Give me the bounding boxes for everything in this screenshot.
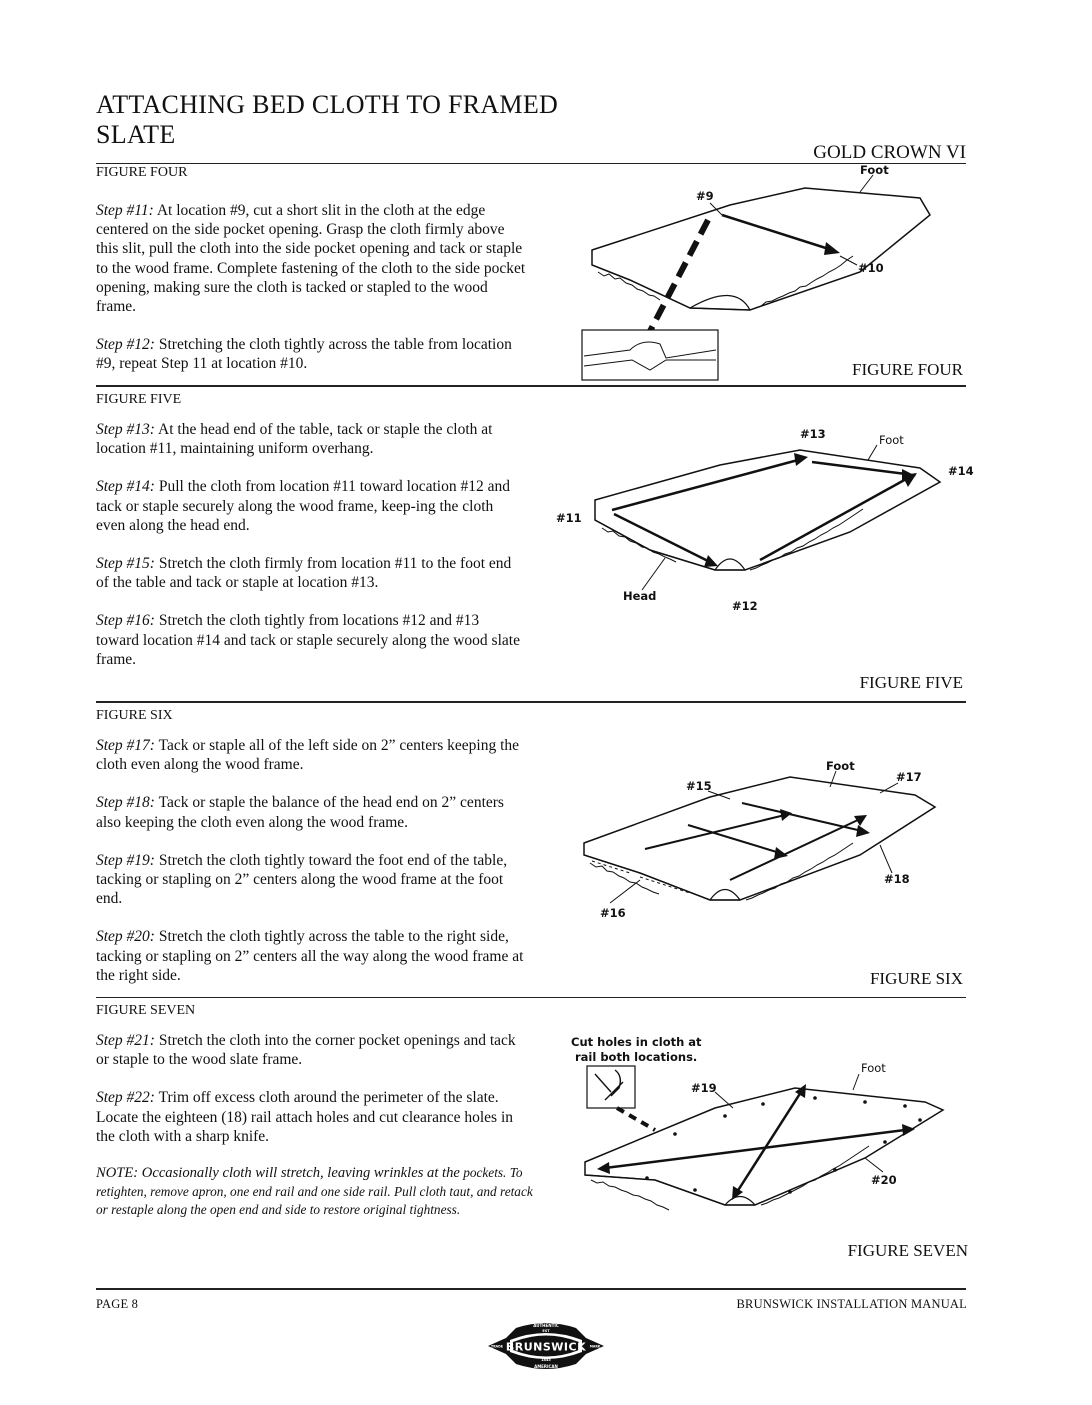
detail-inset (582, 330, 718, 380)
slate-jagged-edge (590, 843, 853, 900)
callout-loc-12: #12 (732, 599, 758, 613)
product-subtitle: GOLD CROWN VI (813, 142, 966, 163)
step-text: Pull the cloth from location #11 toward location #12 and tack or staple securely along the wood frame, keep-ing the cloth even along the head end. (96, 478, 510, 534)
callout-head: Head (623, 589, 657, 603)
callout-loc-9: #9 (696, 189, 714, 203)
step-number: Step #16: (96, 612, 155, 630)
step-number: Step #19: (96, 851, 155, 869)
foot-leader (830, 771, 836, 787)
arrow-12-to-14 (760, 478, 908, 560)
figure-caption-seven: FIGURE SEVEN (847, 1241, 968, 1260)
callout-foot: Foot (826, 759, 855, 773)
head-leader (642, 558, 665, 590)
arrow-11-to-13 (612, 460, 798, 510)
section-seven-text (96, 1031, 526, 1165)
left-side-staples (592, 861, 690, 893)
callout-loc-17: #17 (896, 770, 922, 784)
section-label-seven: FIGURE SEVEN (96, 1003, 196, 1018)
figure-caption-six: FIGURE SIX (869, 969, 963, 988)
title-line-1: ATTACHING BED CLOTH TO FRAMED (96, 90, 559, 119)
section-divider (96, 701, 966, 703)
step-number: Step #22: (96, 1089, 155, 1107)
footer-divider (96, 1288, 966, 1290)
step-paragraph (96, 793, 526, 831)
callout-loc-13: #13 (800, 427, 826, 441)
section-six-text (96, 736, 526, 1004)
step-text: Stretch the cloth tightly toward the foot end of the table, tacking or stapling on 2” centers along the wood frame at the foot end. (96, 851, 508, 908)
dashed-leader (648, 220, 708, 335)
arrow-head (704, 555, 718, 567)
callout-foot: Foot (879, 433, 904, 447)
step-text: Stretch the cloth firmly from location #11 to the foot end of the table and tack or staple at location #13. (96, 555, 512, 592)
step-paragraph (96, 201, 526, 316)
stretch-arrow (645, 815, 785, 849)
arrow-head (795, 1084, 806, 1098)
callout-loc-14: #14 (948, 464, 974, 478)
section-four-text (96, 201, 526, 393)
loc-18-leader (880, 845, 892, 873)
step-paragraph (96, 554, 526, 592)
loc-a-leader (710, 203, 722, 215)
step-number: Step #11: (96, 202, 154, 219)
slate-outline (585, 1088, 943, 1205)
section-label-four: FIGURE FOUR (96, 165, 188, 180)
step-text: Stretch the cloth into the corner pocket openings and tack or staple to the wood slate frame. (96, 1032, 516, 1069)
brunswick-logo (486, 1320, 606, 1372)
step-text: Tack or staple the balance of the head end on 2” centers also keeping the cloth even along the wood frame. (96, 794, 504, 831)
section-divider (96, 385, 966, 387)
step-paragraph (96, 611, 526, 669)
foot-leader (853, 1074, 859, 1090)
callout-loc-16: #16 (600, 906, 626, 920)
arrow-head (597, 1162, 610, 1174)
callout-loc-18: #18 (884, 872, 910, 886)
detail-inset (587, 1066, 635, 1108)
slate-outline (592, 188, 930, 310)
figure-seven-illustration (565, 1030, 985, 1240)
step-paragraph (96, 736, 526, 774)
arrow-head (902, 1124, 915, 1136)
callout-loc-15: #15 (686, 779, 712, 793)
title-line-2: SLATE (96, 120, 176, 149)
step-text: Stretch the cloth tightly across the table to the right side, tacking or stapling on 2” centers all the way along the wood frame at the right side. (96, 928, 524, 984)
logo-left-text: TRADE (491, 1344, 503, 1349)
logo-since-text: EST (542, 1329, 550, 1333)
note-paragraph (96, 1164, 536, 1220)
arrow-head (824, 242, 840, 255)
step-paragraph (96, 1088, 526, 1146)
slate-jagged-edge (598, 256, 853, 308)
loc-16-leader (610, 880, 640, 903)
figure-five-illustration (550, 420, 980, 620)
step-text: Trim off excess cloth around the perimeter of the slate. Locate the eighteen (18) rail attach holes and cut clearance holes in the cloth with a sharp knife. (96, 1089, 514, 1145)
stretch-arrow (742, 803, 862, 831)
step-paragraph (96, 477, 526, 535)
callout-cut-line2: rail both locations. (575, 1050, 698, 1064)
figure-caption-four: FIGURE FOUR (852, 360, 963, 379)
note-lead: NOTE: Occasionally cloth will stretch, leaving wrinkles at the (96, 1165, 460, 1181)
step-number: Step #14: (96, 478, 155, 496)
section-five-text (96, 420, 526, 688)
callout-foot: Foot (861, 1061, 886, 1075)
step-number: Step #21: (96, 1032, 155, 1049)
step-number: Step #17: (96, 737, 155, 754)
foot-leader (860, 175, 873, 192)
step-paragraph (96, 927, 526, 985)
page-number: PAGE 8 (96, 1297, 139, 1311)
logo-right-text: MARK (589, 1344, 601, 1349)
logo-bottom-text: AMERICAN (534, 1364, 558, 1369)
step-number: Step #12: (96, 336, 155, 354)
step-paragraph (96, 851, 526, 909)
arrow-head (856, 825, 870, 837)
figure-four-illustration (570, 160, 970, 386)
stretch-arrow (730, 819, 860, 880)
section-divider (96, 997, 966, 998)
callout-loc-20: #20 (871, 1173, 897, 1187)
step-paragraph (96, 420, 526, 458)
manual-title: BRUNSWICK INSTALLATION MANUAL (736, 1297, 967, 1311)
slate-edge (585, 1175, 755, 1205)
loc-20-leader (865, 1158, 883, 1172)
callout-loc-19: #19 (691, 1081, 717, 1095)
slate-outline (584, 777, 935, 900)
step-text: At the head end of the table, tack or staple the cloth at location #11, maintaining uniform overhang. (96, 421, 493, 458)
step-number: Step #13: (96, 421, 155, 438)
step-text: Tack or staple all of the left side on 2” centers keeping the cloth even along the wood frame. (96, 737, 520, 774)
dashed-leader (617, 1108, 655, 1130)
stretch-arrow (722, 215, 832, 250)
logo-wordmark: BRUNSWICK (505, 1340, 587, 1354)
logo-year-text: 1845 (541, 1358, 551, 1362)
step-text: Stretching the cloth tightly across the table from location #9, repeat Step 11 at location #10. (96, 336, 512, 373)
foot-leader (868, 445, 877, 460)
figure-six-illustration (570, 755, 970, 930)
step-number: Step #15: (96, 555, 155, 573)
note-text: pockets. To retighten, remove apron, one end rail and one side rail. Pull cloth taut, and retack or restaple along the open end and side to restore original tightness. (96, 1165, 533, 1217)
figure-caption-five: FIGURE FIVE (859, 673, 963, 692)
step-paragraph (96, 1031, 526, 1069)
stretch-arrow (688, 825, 780, 853)
slate-edge (595, 520, 745, 570)
callout-cut-line1: Cut holes in cloth at (571, 1035, 702, 1049)
step-number: Step #18: (96, 794, 155, 812)
step-text: At location #9, cut a short slit in the cloth at the edge centered on the side pocket opening. Grasp the cloth firmly above this slit, pull the cloth into the side pocket opening and tack or staple to the wood frame. Complete fastening of the cloth to the side pocket opening, making sure the cloth is tacked or stapled to the wood frame. (96, 202, 526, 316)
step-paragraph (96, 335, 526, 373)
callout-loc-10: #10 (858, 261, 884, 275)
stretch-arrow (737, 1092, 801, 1192)
section-label-five: FIGURE FIVE (96, 392, 182, 407)
callout-foot: Foot (860, 163, 889, 177)
arrow-head (794, 453, 808, 466)
step-number: Step #20: (96, 928, 155, 946)
step-text: Stretch the cloth tightly from locations #12 and #13 toward location #14 and tack or staple securely along the wood slate frame. (96, 612, 520, 668)
arrow-head (732, 1186, 743, 1200)
page-title (96, 90, 616, 150)
callout-loc-11: #11 (556, 511, 582, 525)
slate-jagged-edge (602, 509, 863, 570)
logo-top-text: AUTHENTIC (533, 1323, 559, 1328)
section-label-six: FIGURE SIX (96, 708, 173, 723)
